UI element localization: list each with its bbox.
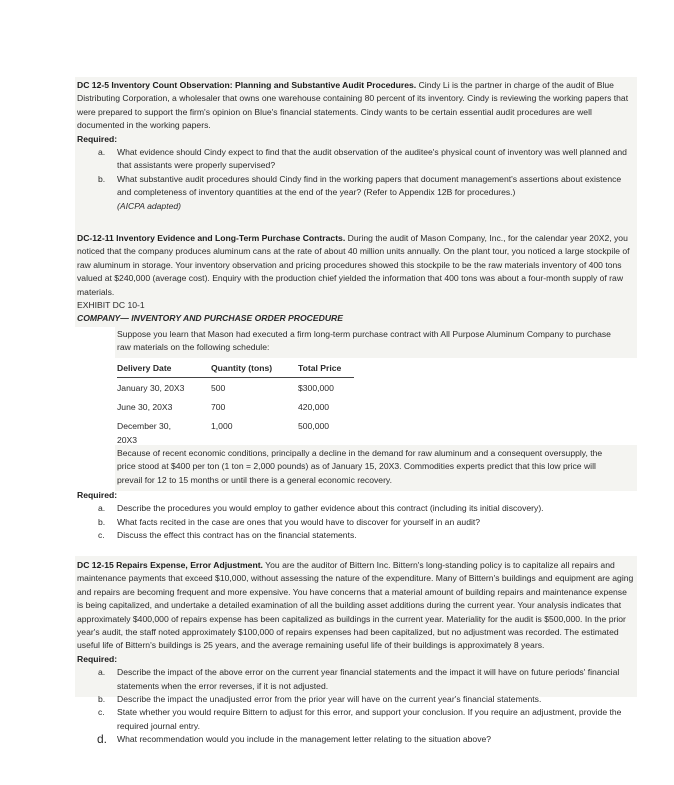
cell-price: 420,000: [298, 402, 330, 413]
case-12-11-required-label: Required:: [77, 490, 118, 500]
cell-date-line2: 20X3: [117, 434, 138, 445]
delivery-schedule-table: [117, 362, 354, 447]
table-header-row: [117, 362, 354, 378]
case-12-5-required-label: Required:: [77, 133, 118, 144]
table-row: [117, 401, 354, 420]
col-header-delivery-date: Delivery Date: [117, 363, 172, 373]
case-12-15-item-b: [77, 693, 635, 706]
item-text: Describe the impact the unadjusted error from the prior year will have on the current year's financial statements.: [117, 694, 542, 705]
case-12-15-item-d: [77, 733, 635, 746]
item-marker: c.: [98, 530, 105, 541]
case-12-11-item-b: [77, 516, 635, 529]
case-12-5: [77, 79, 635, 213]
cell-price: 500,000: [298, 421, 330, 432]
exhibit-closing: Because of recent economic conditions, principally a decline in the demand for raw aluminum and a consequent oversupply, the price stood at $400 per ton (1 ton = 2,000 pounds) as of January 15, 20X3. Commodities experts predict that this low price will prevail for 12 to 15 months or until there is a general economic recovery.: [117, 448, 603, 485]
case-12-15-item-c: [77, 706, 635, 733]
col-header-quantity: Quantity (tons): [211, 363, 273, 373]
case-12-5-body: Cindy Li is the partner in charge of the audit of Blue Distributing Corporation, a wholesaler that owns one warehouse containing 80 percent of its inventory. Cindy is reviewing the working papers that were prepared to support the firm's opinion on Blue's financial statements. Cindy wants to be certain essential audit procedures are well documented in the working papers.: [77, 80, 629, 131]
cell-qty: 1,000: [211, 421, 233, 432]
case-12-11-item-a: [77, 502, 635, 515]
cell-qty: 700: [211, 402, 226, 413]
cell-date: June 30, 20X3: [117, 402, 173, 413]
case-12-5-item-b: [77, 173, 635, 200]
case-12-5-source: (AICPA adapted): [117, 200, 182, 211]
table-row: [117, 382, 354, 401]
item-marker: c.: [98, 707, 105, 718]
item-marker: b.: [98, 516, 106, 527]
cell-date: [117, 420, 211, 447]
col-header-total-price: Total Price: [298, 363, 342, 373]
cell-qty: 500: [211, 383, 226, 394]
item-marker: b.: [98, 694, 106, 705]
item-marker: b.: [98, 173, 106, 184]
case-12-11-item-c: [77, 529, 635, 542]
item-marker: a.: [98, 503, 106, 514]
case-12-15-heading: DC 12-15 Repairs Expense, Error Adjustment.: [77, 560, 263, 570]
item-text: Discuss the effect this contract has on the financial statements.: [117, 530, 357, 541]
case-12-11-required: [77, 489, 635, 543]
item-marker: a.: [98, 667, 106, 678]
case-12-15-body: You are the auditor of Bittern Inc. Bittern's long-standing policy is to capitalize all repairs and maintenance payments that exceed $10,000, without assessing the nature of the expenditure. Many of Bittern's buildings and equipment are aging and repairs are becoming frequent and more expensive. You have concerns that a material amount of building repairs and maintenance expense is being capitalized, and undertake a detailed examination of all the building asset additions during the current year. Your analysis indicates that approximately $400,000 of repairs expense has been capitalized as buildings in the current year. Materiality for the audit is $500,000. In the prior year's audit, the staff noted approximately $100,000 of repairs expenses had been capitalized, but no adjustment was recorded. The estimated useful life of Bittern's buildings is 25 years, and the average remaining useful life of their buildings is approximately 8 years.: [77, 560, 634, 651]
exhibit-label: EXHIBIT DC 10-1: [77, 300, 145, 311]
case-12-11-heading: DC-12-11 Inventory Evidence and Long-Term Purchase Contracts.: [77, 233, 346, 243]
item-text: What facts recited in the case are ones that you would have to discover for yourself in an audit?: [117, 516, 481, 527]
exhibit-intro: Suppose you learn that Mason had executed a firm long-term purchase contract with All Purpose Aluminum Company to purchase raw materials on the following schedule:: [117, 329, 611, 353]
case-12-11: [77, 232, 635, 326]
table-row: [117, 420, 354, 447]
item-text: Describe the procedures you would employ to gather evidence about this contract (including its initial discovery).: [117, 503, 544, 514]
cell-date: January 30, 20X3: [117, 383, 185, 394]
case-12-15-required-label: Required:: [77, 653, 118, 664]
case-12-11-paragraph: [77, 232, 635, 299]
item-text: What evidence should Cindy expect to find that the audit observation of the auditee's physical count of inventory was well planned and that assistants were properly supervised?: [117, 147, 627, 171]
case-12-5-heading: DC 12-5 Inventory Count Observation: Planning and Substantive Audit Procedures.: [77, 80, 417, 90]
item-marker: a.: [98, 147, 106, 158]
item-text: Describe the impact of the above error on the current year financial statements and the impact it will have on future periods' financial statements when the error reverses, if it is not adjusted.: [117, 667, 620, 691]
cell-date-line1: December 30,: [117, 421, 171, 432]
case-12-5-item-a: [77, 146, 635, 173]
case-12-15: [77, 559, 635, 747]
item-text: What substantive audit procedures should Cindy find in the working papers that document management's assertions about existence and completeness of inventory quantities at the end of the year? (Refer to Appendix 12B for procedures.): [117, 173, 622, 198]
item-marker: d.: [97, 732, 108, 747]
item-text: State whether you would require Bittern to adjust for this error, and support your conclusion. If you require an adjustment, provide the required journal entry.: [117, 707, 622, 731]
case-12-15-paragraph: [77, 559, 635, 653]
case-12-5-paragraph: [77, 79, 635, 133]
item-text: What recommendation would you include in the management letter relating to the situation above?: [117, 734, 492, 745]
case-12-11-body: During the audit of Mason Company, Inc., for the calendar year 20X2, you noticed that the company produces aluminum cans at the rate of about 40 million units annually. On the plant tour, you noticed a large stockpile of raw aluminum in storage. Your inventory observation and pricing procedures showed this stockpile to be the raw materials inventory of 400 tons valued at $240,000 (average cost). Enquiry with the production chief yielded the information that 400 tons was about a four-month supply of raw materials.: [77, 233, 630, 297]
case-12-15-item-a: [77, 666, 635, 693]
cell-price: $300,000: [298, 383, 334, 394]
exhibit-title: COMPANY— INVENTORY AND PURCHASE ORDER PROCEDURE: [77, 313, 343, 324]
